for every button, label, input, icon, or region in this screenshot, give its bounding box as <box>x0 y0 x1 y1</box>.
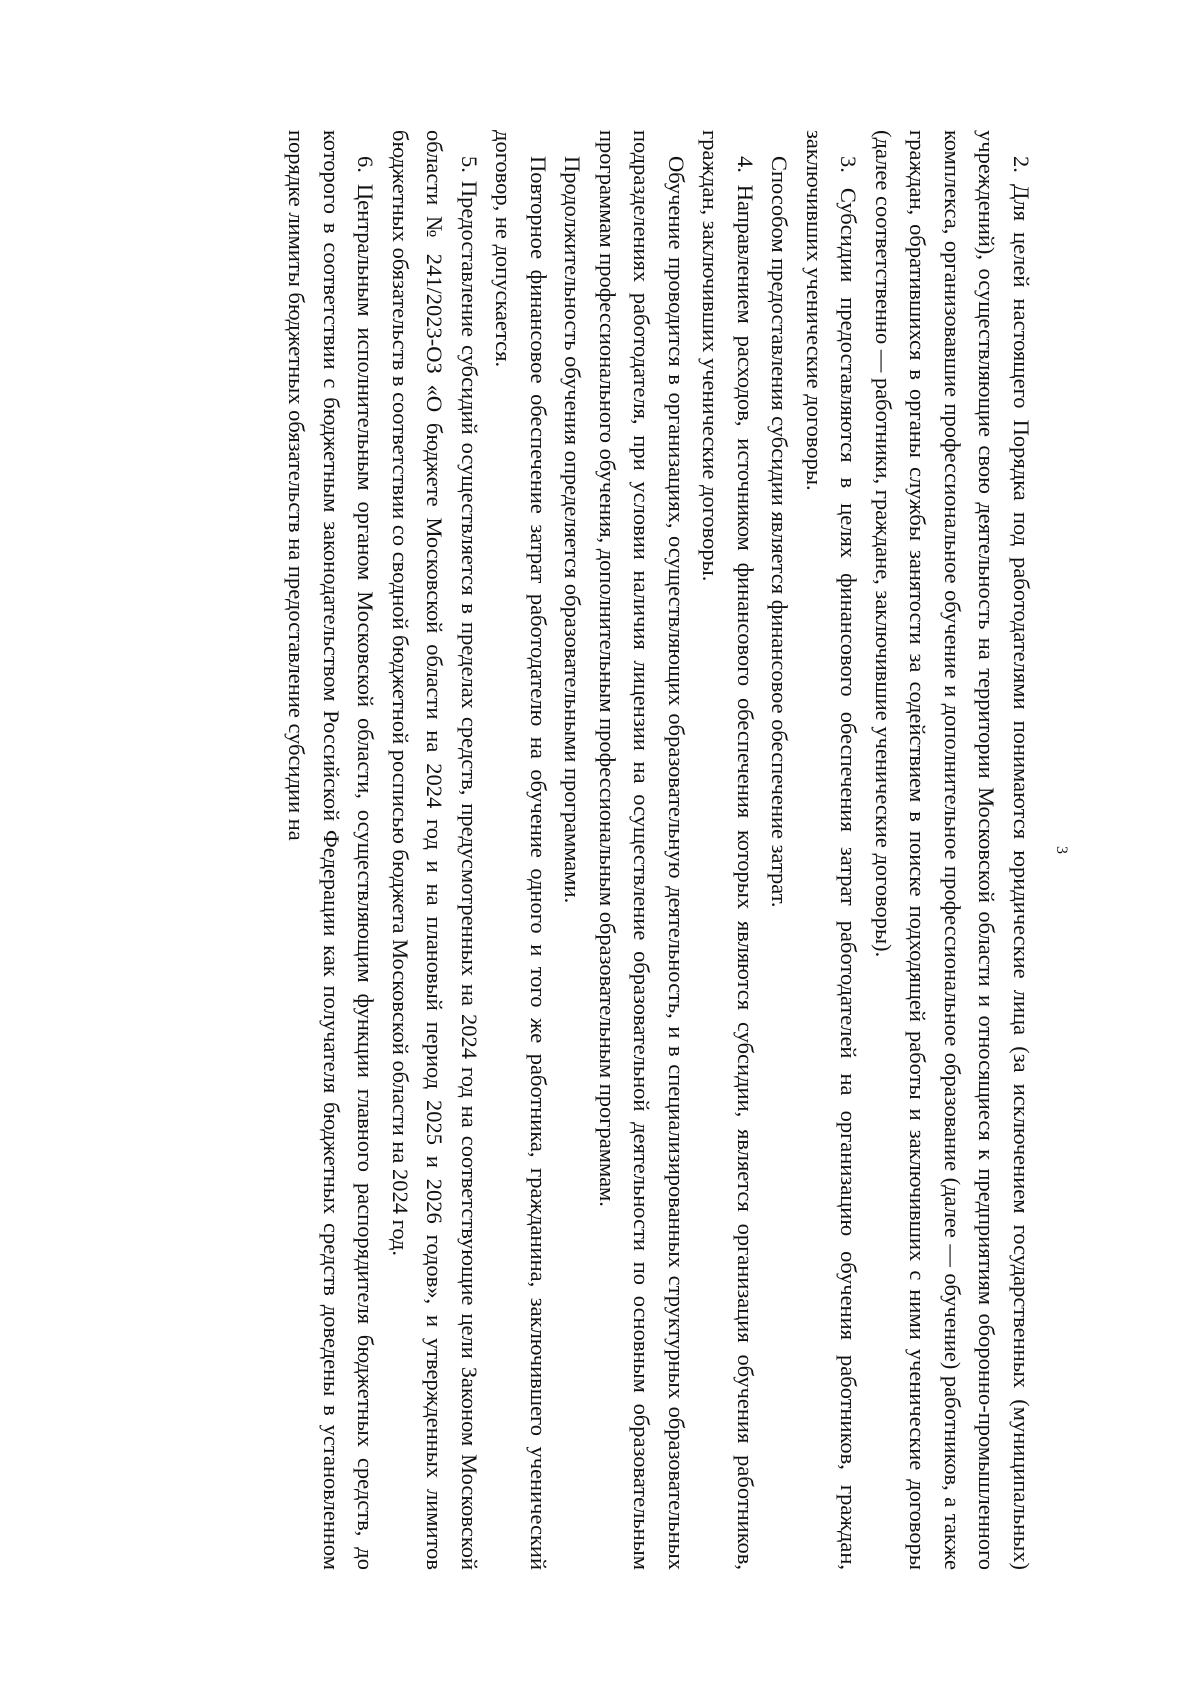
page-number: 3 <box>1053 846 1070 854</box>
document-body <box>279 130 1038 1570</box>
paragraph-4-expense-direction: 4. Направлением расходов, источником финансового обеспечения которых являются субсидии, является организация обучения работников, граждан, заключивших ученические договоры. <box>698 130 758 1570</box>
paragraph-3-subsidy-purpose: 3. Субсидии предоставляются в целях финансового обеспечения затрат работодателей на организацию обучения работников, граждан, заключивших ученические договоры. <box>802 130 862 1570</box>
rotated-page-content <box>0 50 1150 1650</box>
paragraph-2-employers-definition: 2. Для целей настоящего Порядка под работодателями понимаются юридические лица (за исключением государственных (муниципальных) учреждений), осуществляющие свою деятельность на территории Московской области и относящиеся к предприятиям оборонно-промышленного комплекса, организовавшие профессиональное обучение и дополнительное профессиональное образование (далее — обучение) работников, а также граждан, обратившихся в органы службы занятости за содействием в поиске подходящей работы и заключивших с ними ученические договоры (далее соответственно — работники, граждане, заключившие ученические договоры). <box>871 130 1034 1570</box>
paragraph-5-budget-limits: 5. Предоставление субсидий осуществляется в пределах средств, предусмотренных на 2024 год на соответствующие цели Законом Московской области № 241/2023-ОЗ «О бюджете Московской области на 2024 год и на плановый период 2025 и 2026 годов», и утвержденных лимитов бюджетных обязательств в соответствии со сводной бюджетной росписью бюджета Московской области на 2024 год. <box>388 130 482 1570</box>
paragraph-6-executive-authority: 6. Центральным исполнительным органом Московской области, осуществляющим функции главного распорядителя бюджетных средств, до которого в соответствии с бюджетным законодательством Российской Федерации как получателя бюджетных средств доведены в установленном порядке лимиты бюджетных обязательств на предоставление субсидии на <box>284 130 379 1570</box>
paragraph-training-duration: Продолжительность обучения определяется образовательными программами. <box>560 156 586 904</box>
paragraph-subsidy-method: Способом предоставления субсидии является финансовое обеспечение затрат. <box>767 156 793 908</box>
paragraph-repeat-funding: Повторное финансовое обеспечение затрат работодателю на обучение одного и того же работника, гражданина, заключившего ученический договор, не допускается. <box>491 130 551 1570</box>
paragraph-training-conditions: Обучение проводится в организациях, осуществляющих образовательную деятельность, и в специализированных структурных образовательных подразделениях работодателя, при условии наличия лицензии на осуществление образовательной деятельности по основным образовательным программам профессионального обучения, дополнительным профессиональным образовательным программам. <box>595 130 689 1570</box>
